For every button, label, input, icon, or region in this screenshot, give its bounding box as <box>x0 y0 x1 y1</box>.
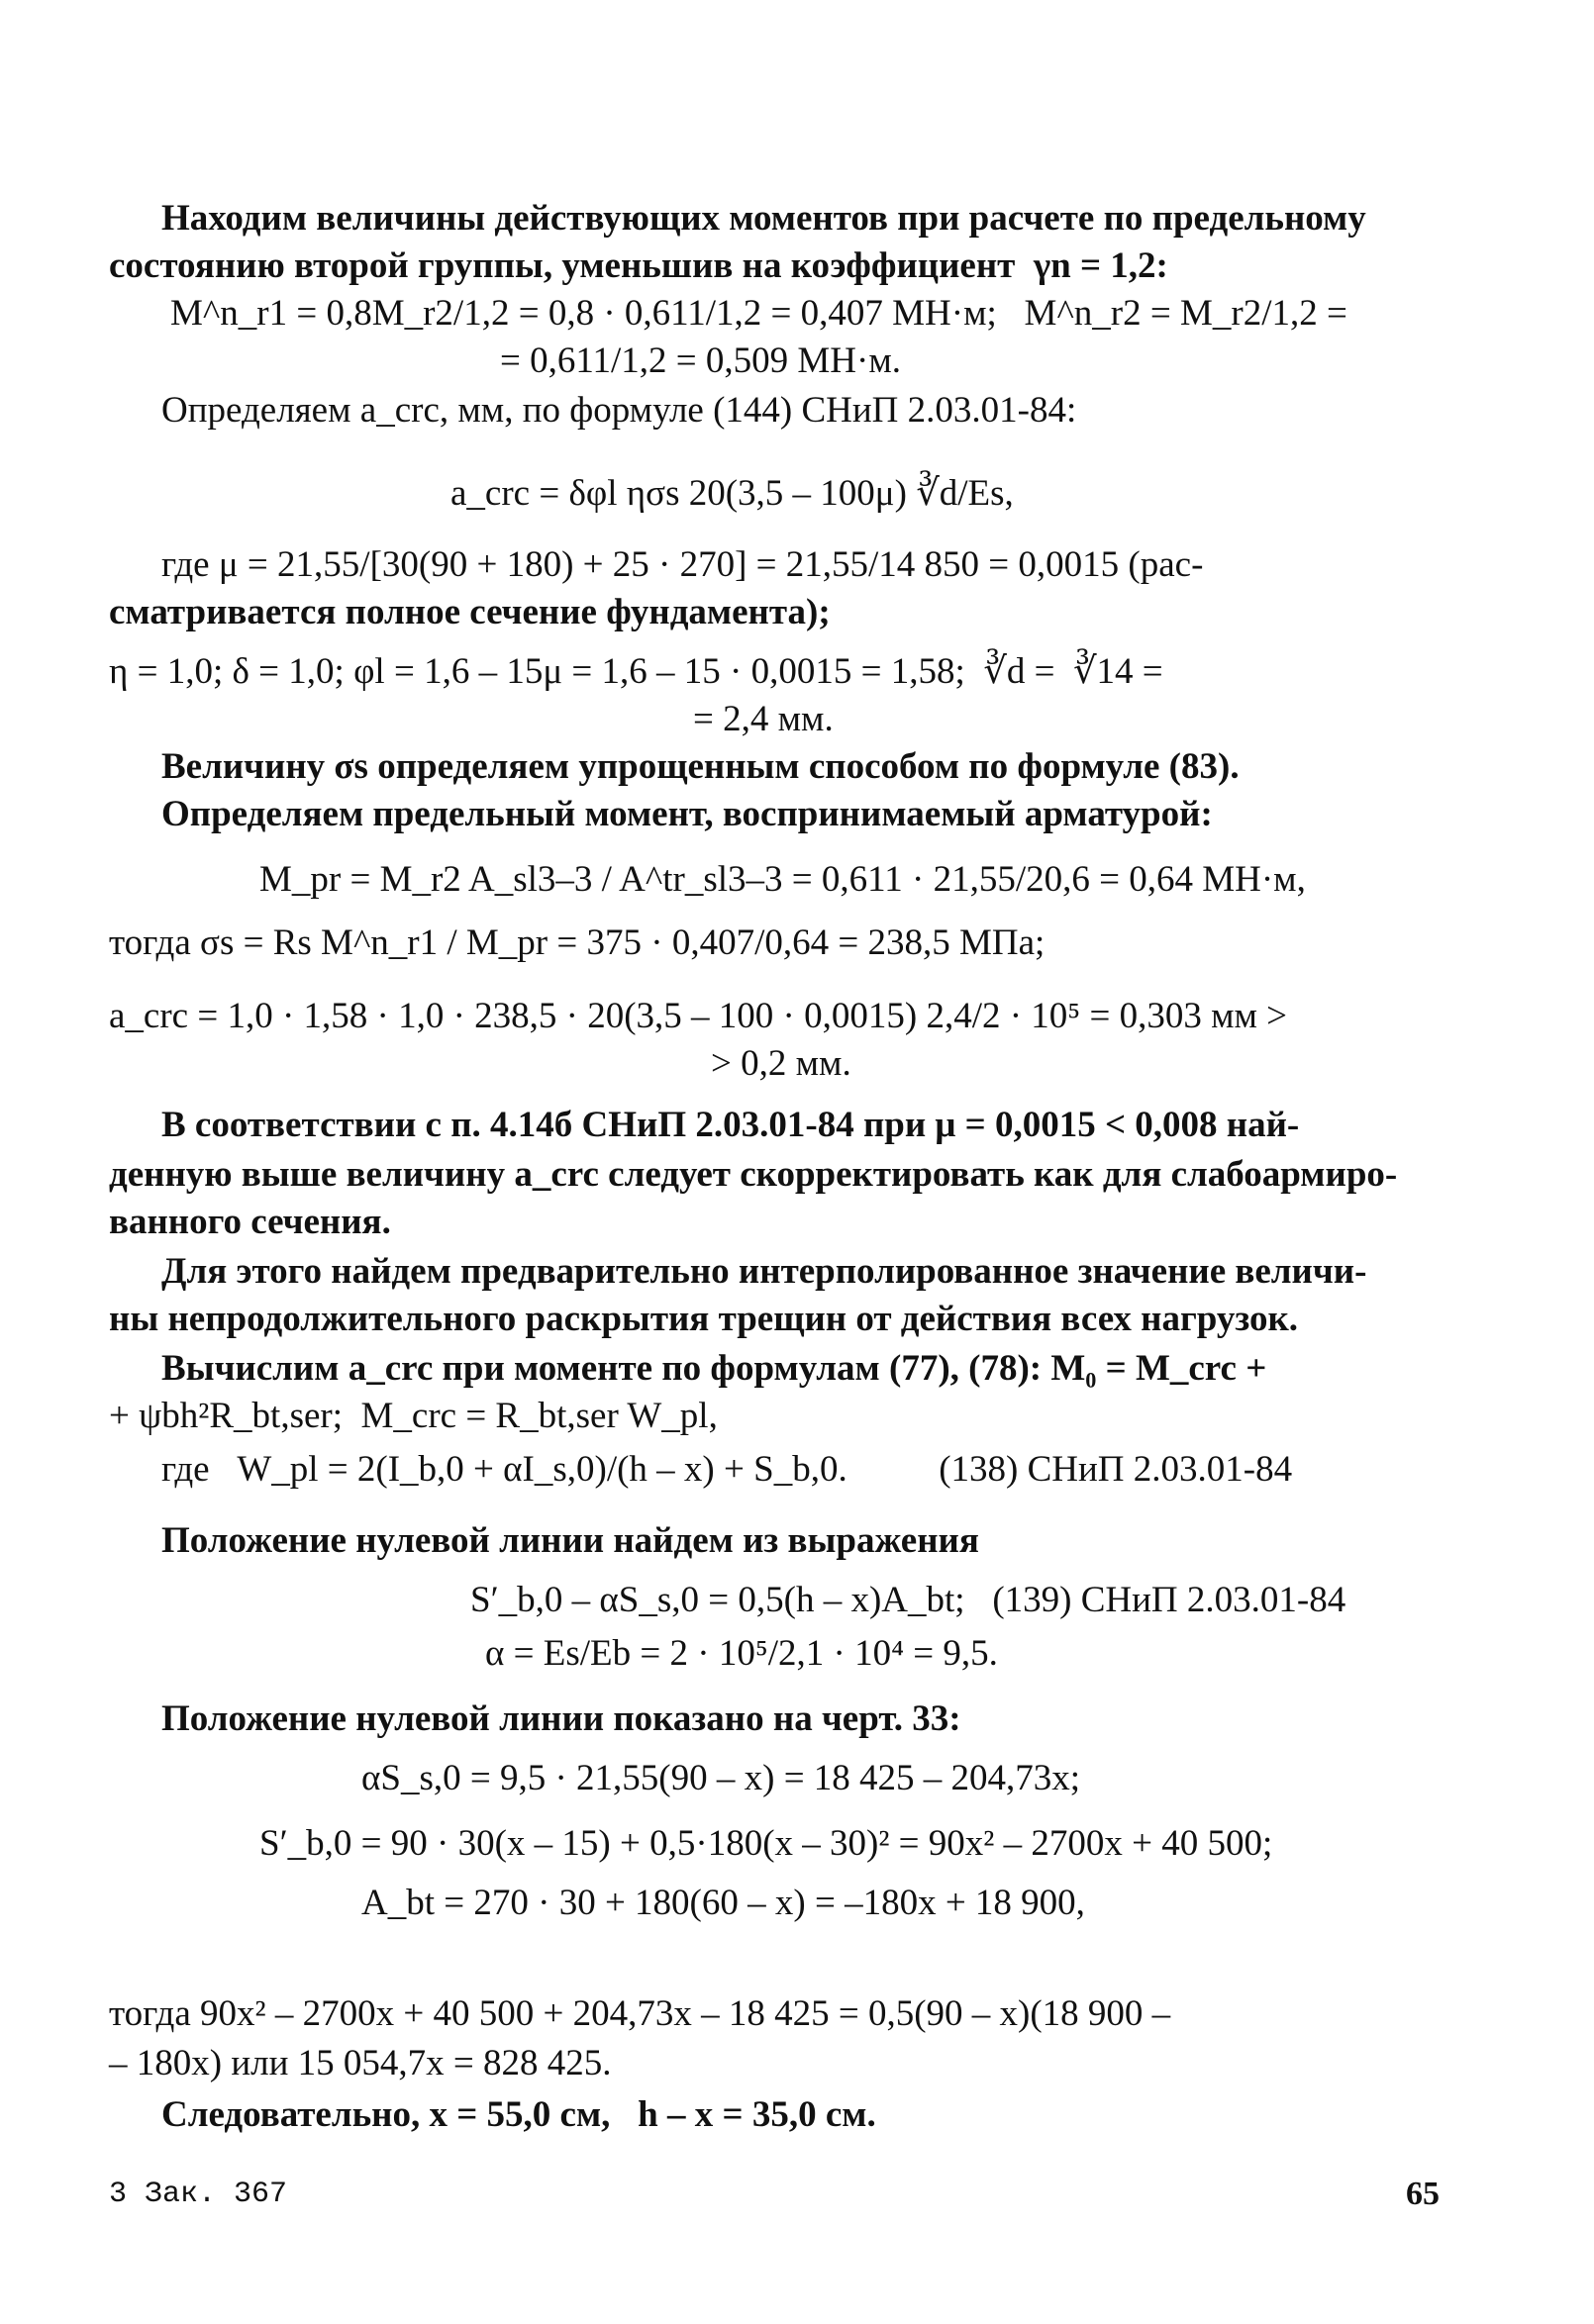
text-line: Следовательно, x = 55,0 см, h – x = 35,0 см. <box>161 2094 876 2135</box>
printer-signature: 3 Зак. 367 <box>109 2178 288 2211</box>
text-line: ны непродолжительного раскрытия трещин от действия всех нагрузок. <box>109 1299 1299 1339</box>
text-line: где μ = 21,55/[30(90 + 180) + 25 · 270] = 21,55/14 850 = 0,0015 (рас- <box>161 544 1204 585</box>
text-line: денную выше величину a_crc следует скорректировать как для слабоармиро- <box>109 1154 1398 1195</box>
formula-line: S′_b,0 = 90 · 30(x – 15) + 0,5·180(x – 30)² = 90x² – 2700x + 40 500; <box>259 1823 1273 1864</box>
formula-line: тогда 90x² – 2700x + 40 500 + 204,73x – 18 425 = 0,5(90 – x)(18 900 – <box>109 1993 1171 2034</box>
formula-line: A_bt = 270 · 30 + 180(60 – x) = –180x + 18 900, <box>361 1883 1085 1923</box>
formula-line: M_pr = M_r2 A_sl3–3 / A^tr_sl3–3 = 0,611 · 21,55/20,6 = 0,64 МН·м, <box>259 859 1306 900</box>
text-line: Определяем предельный момент, воспринимаемый арматурой: <box>161 794 1213 834</box>
text-line: сматривается полное сечение фундамента); <box>109 592 831 632</box>
formula-line: = 0,611/1,2 = 0,509 МН·м. <box>500 340 901 381</box>
text-line: Величину σs определяем упрощенным способом по формуле (83). <box>161 746 1240 787</box>
formula-line: a_crc = δφl ησs 20(3,5 – 100μ) ∛d/Es, <box>450 473 1014 514</box>
formula-line: тогда σs = Rs M^n_r1 / M_pr = 375 · 0,407/0,64 = 238,5 МПа; <box>109 922 1046 963</box>
formula-line: a_crc = 1,0 · 1,58 · 1,0 · 238,5 · 20(3,5 – 100 · 0,0015) 2,4/2 · 10⁵ = 0,303 мм > <box>109 996 1288 1036</box>
formula-line: – 180x) или 15 054,7x = 828 425. <box>109 2043 612 2083</box>
formula-line: = 2,4 мм. <box>693 699 834 739</box>
formula-line: где W_pl = 2(I_b,0 + αI_s,0)/(h – x) + S_b,0. (138) СНиП 2.03.01-84 <box>161 1449 1293 1490</box>
text-line: ванного сечения. <box>109 1202 391 1242</box>
text-line: Вычислим a_crc при моменте по формулам (77), (78): M₀ = M_crc + <box>161 1348 1267 1389</box>
formula-line: M^n_r1 = 0,8M_r2/1,2 = 0,8 · 0,611/1,2 = 0,407 МН·м; M^n_r2 = M_r2/1,2 = <box>170 293 1347 334</box>
formula-line: η = 1,0; δ = 1,0; φl = 1,6 – 15μ = 1,6 – 15 · 0,0015 = 1,58; ∛d = ∛14 = <box>109 651 1163 692</box>
text-line: Находим величины действующих моментов при расчете по предельному <box>161 198 1366 239</box>
text-line: состоянию второй группы, уменьшив на коэффициент γn = 1,2: <box>109 245 1168 286</box>
text-line: Для этого найдем предварительно интерполированное значение величи- <box>161 1251 1367 1292</box>
text-line: Положение нулевой линии найдем из выражения <box>161 1520 979 1561</box>
formula-line: α = Es/Eb = 2 · 10⁵/2,1 · 10⁴ = 9,5. <box>485 1633 998 1674</box>
formula-line: S′_b,0 – αS_s,0 = 0,5(h – x)A_bt; (139) СНиП 2.03.01-84 <box>470 1580 1346 1620</box>
page-number: 65 <box>1406 2176 1440 2212</box>
text-line: Положение нулевой линии показано на черт. 33: <box>161 1698 961 1739</box>
formula-line: + ψbh²R_bt,ser; M_crc = R_bt,ser W_pl, <box>109 1396 718 1436</box>
text-line: Определяем a_crc, мм, по формуле (144) СНиП 2.03.01-84: <box>161 390 1077 431</box>
formula-line: αS_s,0 = 9,5 · 21,55(90 – x) = 18 425 – 204,73x; <box>361 1758 1081 1798</box>
formula-line: > 0,2 мм. <box>711 1043 851 1084</box>
text-line: В соответствии с п. 4.14б СНиП 2.03.01-84 при μ = 0,0015 < 0,008 най- <box>161 1105 1300 1145</box>
